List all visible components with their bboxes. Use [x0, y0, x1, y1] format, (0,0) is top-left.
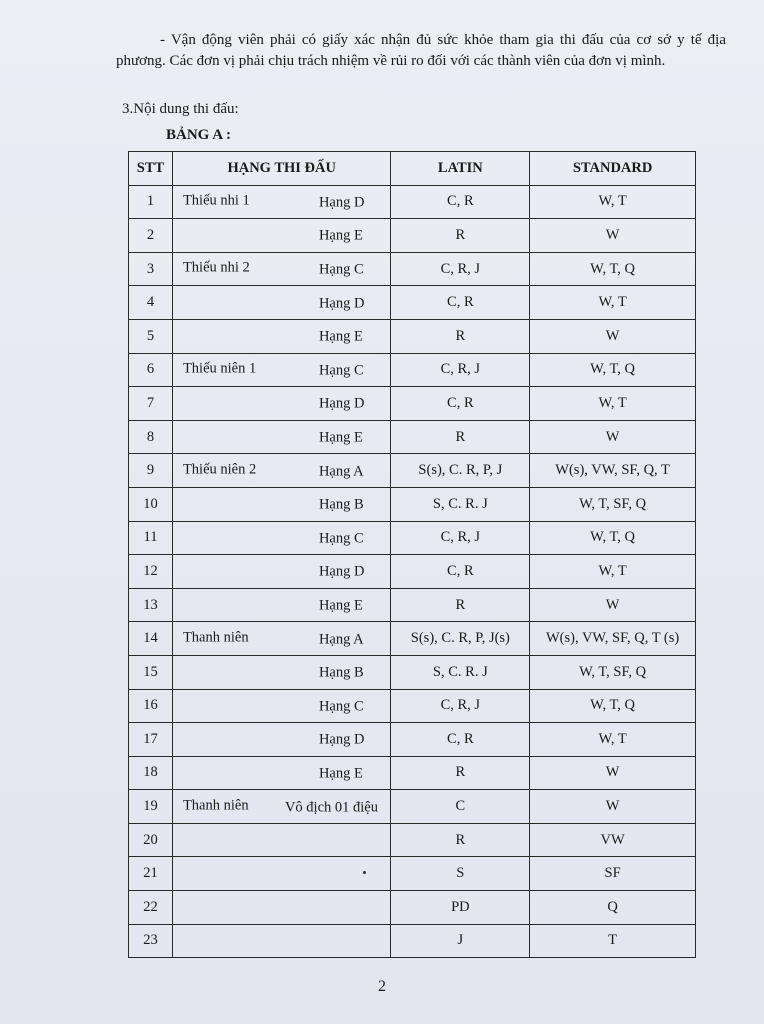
cell-hang-thi-dau	[172, 319, 391, 353]
cell-latin: C, R	[391, 555, 530, 589]
cell-stt: 18	[129, 756, 173, 790]
cell-stt: 7	[129, 387, 173, 421]
cell-stt: 13	[129, 588, 173, 622]
cell-hang-thi-dau	[172, 420, 391, 454]
cell-standard: W, T, SF, Q	[530, 487, 696, 521]
table-row	[129, 487, 696, 521]
cell-hang-thi-dau	[172, 723, 391, 757]
cell-stt: 22	[129, 891, 173, 925]
table-header-row	[129, 152, 696, 186]
table-row	[129, 286, 696, 320]
cell-hang-thi-dau	[172, 219, 391, 253]
cell-stt: 10	[129, 487, 173, 521]
section-heading: 3.Nội dung thi đấu:	[122, 101, 239, 117]
class-label: Hạng A	[318, 630, 364, 647]
cell-latin: R	[391, 823, 530, 857]
table-row	[129, 857, 696, 891]
age-group-label: Thiếu nhi 2	[182, 259, 250, 276]
cell-latin: C, R	[391, 185, 530, 219]
cell-standard: W(s), VW, SF, Q, T	[530, 454, 696, 488]
cell-stt: 21	[129, 857, 173, 891]
cell-stt: 3	[129, 252, 173, 286]
cell-stt: 9	[129, 454, 173, 488]
cell-stt: 15	[129, 655, 173, 689]
cell-hang-thi-dau	[172, 857, 391, 891]
cell-standard: W(s), VW, SF, Q, T (s)	[530, 622, 696, 656]
table-row	[129, 756, 696, 790]
table-row	[129, 723, 696, 757]
cell-latin: S	[391, 857, 530, 891]
cell-latin: C, R, J	[391, 521, 530, 555]
cell-standard: VW	[530, 823, 696, 857]
cell-hang-thi-dau	[172, 790, 391, 824]
cell-standard: W, T, Q	[530, 521, 696, 555]
cell-latin: S, C. R. J	[391, 487, 530, 521]
table-row	[129, 891, 696, 925]
cell-standard: SF	[530, 857, 696, 891]
cell-latin: S, C. R. J	[391, 655, 530, 689]
class-label: Hạng C	[318, 261, 364, 278]
table-row	[129, 420, 696, 454]
age-group-label: Thiếu niên 2	[182, 461, 257, 478]
cell-standard: W, T, Q	[530, 252, 696, 286]
cell-latin: C, R	[391, 387, 530, 421]
table-row	[129, 319, 696, 353]
cell-stt: 23	[129, 924, 173, 958]
cell-stt: 11	[129, 521, 173, 555]
class-label: Hạng E	[318, 765, 363, 782]
cell-stt: 17	[129, 723, 173, 757]
intro-text: - Vận động viên phải có giấy xác nhận đủ sức khỏe tham gia thi đấu của cơ sở y tế địa phương. Các đơn vị phải chịu trách nhiệm về rủi ro đối với các thành viên của đơn vị mình.	[116, 32, 726, 69]
cell-standard: T	[530, 924, 696, 958]
cell-stt: 2	[129, 219, 173, 253]
class-label: Hạng D	[318, 731, 365, 748]
cell-standard: W, T	[530, 555, 696, 589]
cell-standard: W, T, Q	[530, 689, 696, 723]
cell-latin: C, R, J	[391, 353, 530, 387]
table-row	[129, 219, 696, 253]
cell-latin: R	[391, 219, 530, 253]
class-label: Hạng D	[318, 194, 365, 211]
cell-stt: 1	[129, 185, 173, 219]
table-row	[129, 252, 696, 286]
cell-stt: 12	[129, 555, 173, 589]
class-label: Hạng B	[318, 664, 364, 681]
table-row	[129, 353, 696, 387]
class-label: Hạng A	[318, 462, 364, 479]
table-row	[129, 588, 696, 622]
table-row	[129, 454, 696, 488]
cell-standard: W	[530, 420, 696, 454]
cell-stt: 20	[129, 823, 173, 857]
class-label: Hạng C	[318, 698, 364, 715]
cell-hang-thi-dau	[172, 454, 391, 488]
class-label: Hạng C	[318, 530, 364, 547]
class-label: Hạng E	[318, 429, 363, 446]
cell-hang-thi-dau	[172, 387, 391, 421]
cell-latin: C, R	[391, 723, 530, 757]
cell-stt: 4	[129, 286, 173, 320]
class-label: Hạng E	[318, 227, 363, 244]
cell-hang-thi-dau	[172, 756, 391, 790]
cell-hang-thi-dau	[172, 689, 391, 723]
class-label: Hạng E	[318, 328, 363, 345]
cell-latin: S(s), C. R, P, J	[391, 454, 530, 488]
competition-table	[128, 151, 696, 958]
cell-hang-thi-dau	[172, 521, 391, 555]
cell-hang-thi-dau	[172, 555, 391, 589]
cell-standard: Q	[530, 891, 696, 925]
cell-hang-thi-dau	[172, 286, 391, 320]
cell-latin: C, R	[391, 286, 530, 320]
cell-latin: R	[391, 588, 530, 622]
intro-paragraph	[116, 30, 726, 72]
cell-standard: W	[530, 790, 696, 824]
cell-latin: R	[391, 756, 530, 790]
class-label: Vô địch 01 điệu	[284, 798, 378, 815]
table-row	[129, 185, 696, 219]
cell-latin: C, R, J	[391, 252, 530, 286]
cell-standard: W, T	[530, 387, 696, 421]
cell-standard: W, T	[530, 286, 696, 320]
age-group-label: Thiếu nhi 1	[182, 192, 250, 209]
cell-standard: W	[530, 219, 696, 253]
cell-stt: 19	[129, 790, 173, 824]
cell-standard: W, T	[530, 185, 696, 219]
cell-hang-thi-dau	[172, 924, 391, 958]
cell-standard: W, T	[530, 723, 696, 757]
cell-latin: C	[391, 790, 530, 824]
cell-stt: 6	[129, 353, 173, 387]
cell-hang-thi-dau	[172, 622, 391, 656]
cell-hang-thi-dau	[172, 588, 391, 622]
cell-standard: W	[530, 588, 696, 622]
cell-latin: R	[391, 420, 530, 454]
cell-latin: R	[391, 319, 530, 353]
page-number: 2	[378, 978, 386, 995]
table-body	[129, 185, 696, 958]
header-standard: STANDARD	[530, 152, 696, 186]
stray-mark	[363, 871, 366, 874]
table-row	[129, 924, 696, 958]
cell-stt: 14	[129, 622, 173, 656]
cell-hang-thi-dau	[172, 353, 391, 387]
cell-latin: S(s), C. R, P, J(s)	[391, 622, 530, 656]
cell-standard: W, T, Q	[530, 353, 696, 387]
header-hang-thi-dau: HẠNG THI ĐẤU	[172, 152, 391, 186]
cell-hang-thi-dau	[172, 185, 391, 219]
cell-hang-thi-dau	[172, 487, 391, 521]
cell-standard: W	[530, 756, 696, 790]
table-row	[129, 790, 696, 824]
cell-hang-thi-dau	[172, 891, 391, 925]
age-group-label: Thanh niên	[182, 797, 249, 814]
cell-hang-thi-dau	[172, 252, 391, 286]
table-row	[129, 387, 696, 421]
table-row	[129, 823, 696, 857]
header-latin: LATIN	[391, 152, 530, 186]
cell-latin: PD	[391, 891, 530, 925]
header-stt: STT	[129, 152, 173, 186]
cell-latin: C, R, J	[391, 689, 530, 723]
age-group-label: Thiếu niên 1	[182, 360, 257, 377]
table-row	[129, 521, 696, 555]
class-label: Hạng D	[318, 563, 365, 580]
cell-latin: J	[391, 924, 530, 958]
cell-hang-thi-dau	[172, 655, 391, 689]
table-row	[129, 655, 696, 689]
cell-standard: W	[530, 319, 696, 353]
cell-stt: 8	[129, 420, 173, 454]
cell-stt: 5	[129, 319, 173, 353]
class-label: Hạng D	[318, 295, 365, 312]
cell-hang-thi-dau	[172, 823, 391, 857]
class-label: Hạng D	[318, 395, 365, 412]
table-row	[129, 555, 696, 589]
cell-stt: 16	[129, 689, 173, 723]
table-row	[129, 689, 696, 723]
class-label: Hạng C	[318, 362, 364, 379]
age-group-label: Thanh niên	[182, 629, 249, 646]
table-row	[129, 622, 696, 656]
cell-standard: W, T, SF, Q	[530, 655, 696, 689]
table-title: BẢNG A :	[166, 127, 232, 143]
class-label: Hạng B	[318, 496, 364, 513]
class-label: Hạng E	[318, 597, 363, 614]
